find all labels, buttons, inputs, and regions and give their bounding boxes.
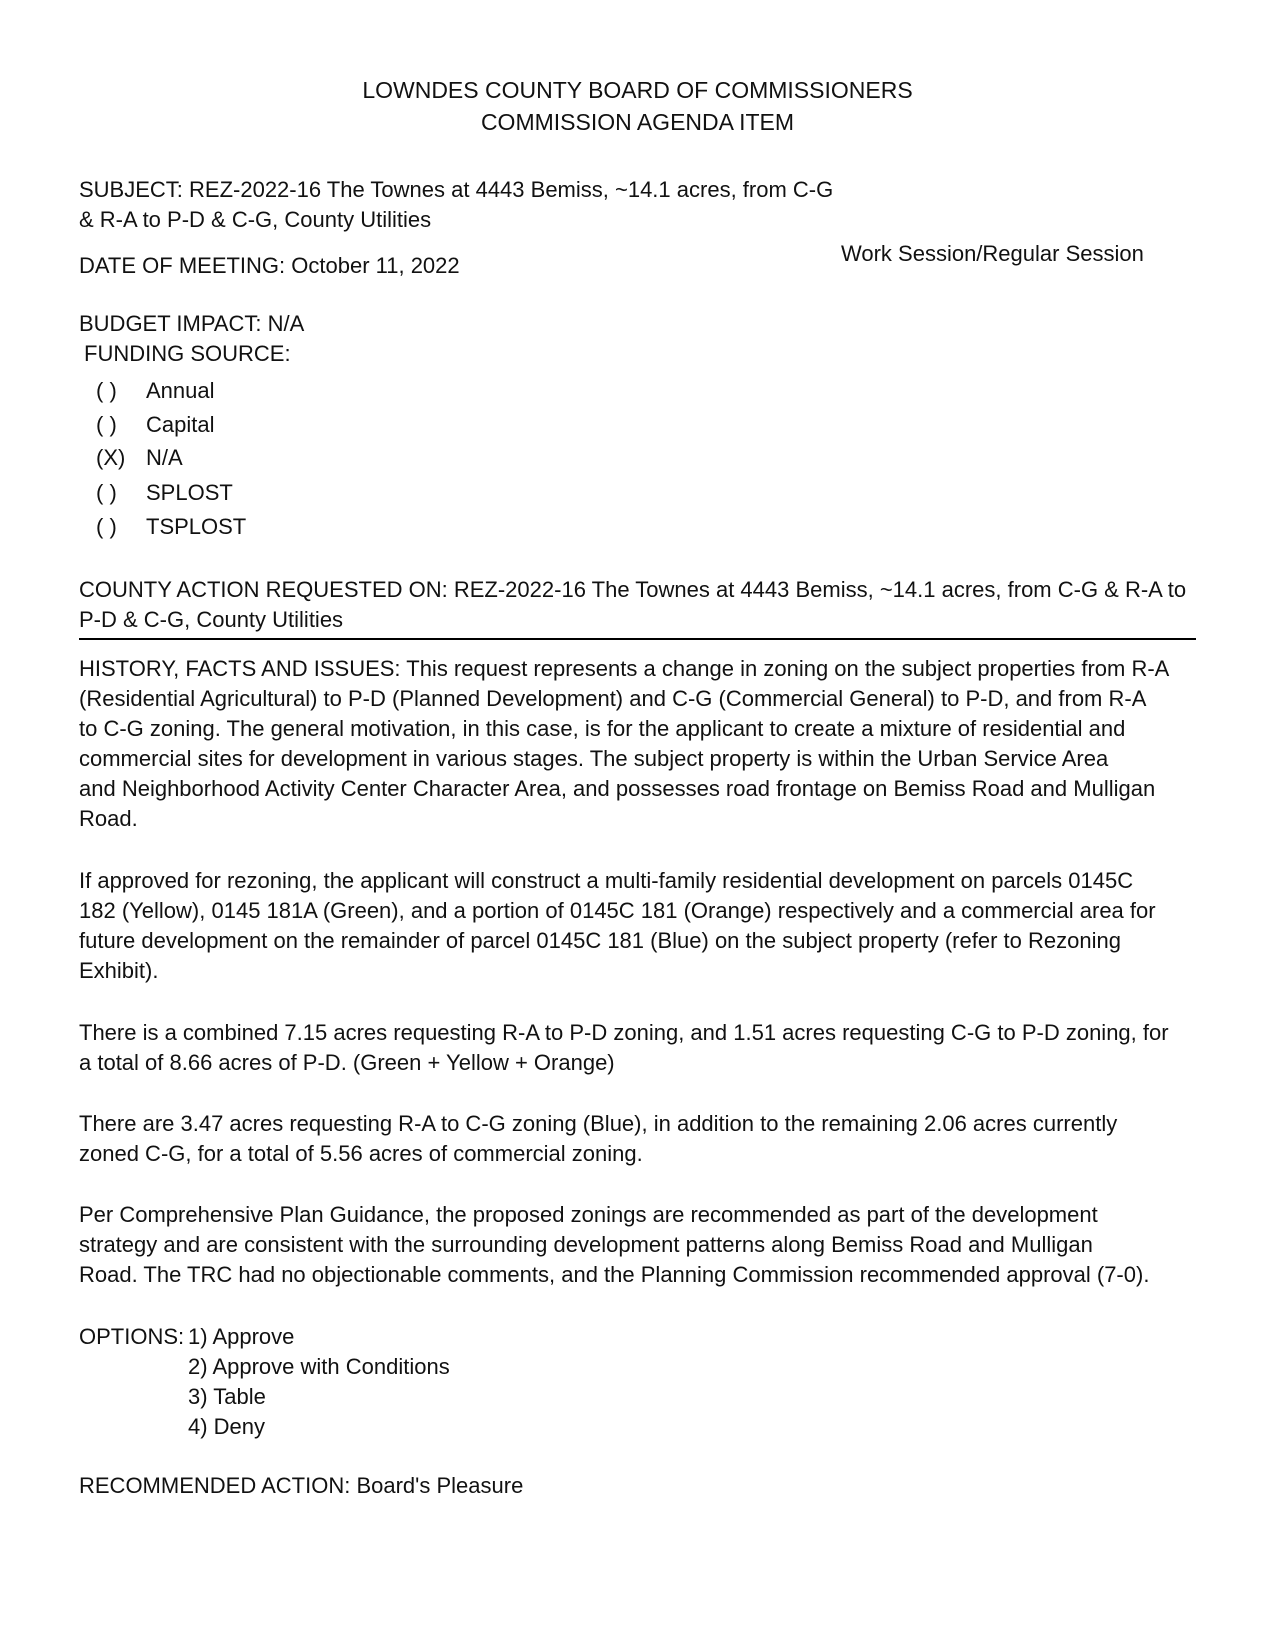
option-item: 1) Approve — [188, 1324, 295, 1349]
funding-option-label: TSPLOST — [146, 514, 247, 539]
funding-option-label: N/A — [146, 445, 183, 470]
text-line: zoned C-G, for a total of 5.56 acres of commercial zoning. — [79, 1141, 643, 1166]
history-paragraph-2 — [79, 866, 1201, 986]
funding-checkbox: ( ) — [96, 378, 117, 403]
section-divider — [79, 638, 1196, 640]
subject-line2: & R-A to P-D & C-G, County Utilities — [79, 207, 432, 232]
text-line: a total of 8.66 acres of P-D. (Green + Yellow + Orange) — [79, 1050, 615, 1075]
option-item: 3) Table — [188, 1384, 266, 1409]
funding-checkbox: ( ) — [96, 412, 117, 437]
budget-impact: BUDGET IMPACT: N/A — [79, 311, 305, 336]
funding-checkbox: ( ) — [96, 514, 117, 539]
text-line: HISTORY, FACTS AND ISSUES: This request represents a change in zoning on the subject properties from R-A — [79, 656, 1170, 681]
text-line: and Neighborhood Activity Center Character Area, and possesses road frontage on Bemiss Road and Mulligan — [79, 776, 1156, 801]
funding-checkbox: (X) — [96, 445, 126, 470]
header-title-line2: COMMISSION AGENDA ITEM — [480, 109, 795, 135]
funding-source-label: FUNDING SOURCE: — [84, 341, 291, 366]
history-paragraph-3 — [79, 1018, 1201, 1078]
text-line: 182 (Yellow), 0145 181A (Green), and a portion of 0145C 181 (Orange) respectively and a commercial area for — [79, 898, 1156, 923]
text-line: Road. — [79, 806, 138, 831]
text-line: to C-G zoning. The general motivation, in this case, is for the applicant to create a mixture of residential and — [79, 716, 1126, 741]
text-line: future development on the remainder of parcel 0145C 181 (Blue) on the subject property (refer to Rezoning — [79, 928, 1121, 953]
history-paragraph-1 — [79, 654, 1201, 834]
text-line: Road. The TRC had no objectionable comments, and the Planning Commission recommended approval (7-0). — [79, 1262, 1150, 1287]
meeting-date: DATE OF MEETING: October 11, 2022 — [79, 253, 460, 278]
action-requested-line2: P-D & C-G, County Utilities — [79, 607, 344, 632]
option-item: 4) Deny — [188, 1414, 266, 1439]
text-line: strategy and are consistent with the surrounding development patterns along Bemiss Road and Mulligan — [79, 1232, 1093, 1257]
funding-option-label: Annual — [146, 378, 215, 403]
subject-line1: SUBJECT: REZ-2022-16 The Townes at 4443 Bemiss, ~14.1 acres, from C-G — [79, 177, 834, 202]
text-line: There is a combined 7.15 acres requesting R-A to P-D zoning, and 1.51 acres requesting C-G to P-D zoning, for — [79, 1020, 1169, 1045]
action-requested-line1: COUNTY ACTION REQUESTED ON: REZ-2022-16 The Townes at 4443 Bemiss, ~14.1 acres, from C-G & R-A to — [79, 577, 1187, 602]
text-line: (Residential Agricultural) to P-D (Planned Development) and C-G (Commercial General) to P-D, and from R-A — [79, 686, 1147, 711]
text-line: Per Comprehensive Plan Guidance, the proposed zonings are recommended as part of the development — [79, 1202, 1098, 1227]
history-paragraph-5 — [79, 1200, 1201, 1290]
header-title-line1: LOWNDES COUNTY BOARD OF COMMISSIONERS — [362, 77, 913, 103]
funding-option-label: SPLOST — [146, 480, 233, 505]
recommended-action: RECOMMENDED ACTION: Board's Pleasure — [79, 1473, 524, 1498]
options-label: OPTIONS: — [79, 1324, 185, 1349]
text-line: commercial sites for development in various stages. The subject property is within the Urban Service Area — [79, 746, 1109, 771]
option-item: 2) Approve with Conditions — [188, 1354, 450, 1379]
text-line: There are 3.47 acres requesting R-A to C-G zoning (Blue), in addition to the remaining 2.06 acres currently — [79, 1111, 1118, 1136]
funding-checkbox: ( ) — [96, 480, 117, 505]
funding-option-label: Capital — [146, 412, 215, 437]
text-line: If approved for rezoning, the applicant will construct a multi-family residential development on parcels 0145C — [79, 868, 1134, 893]
history-paragraph-4 — [79, 1109, 1201, 1169]
session-type: Work Session/Regular Session — [841, 241, 1144, 266]
text-line: Exhibit). — [79, 958, 159, 983]
